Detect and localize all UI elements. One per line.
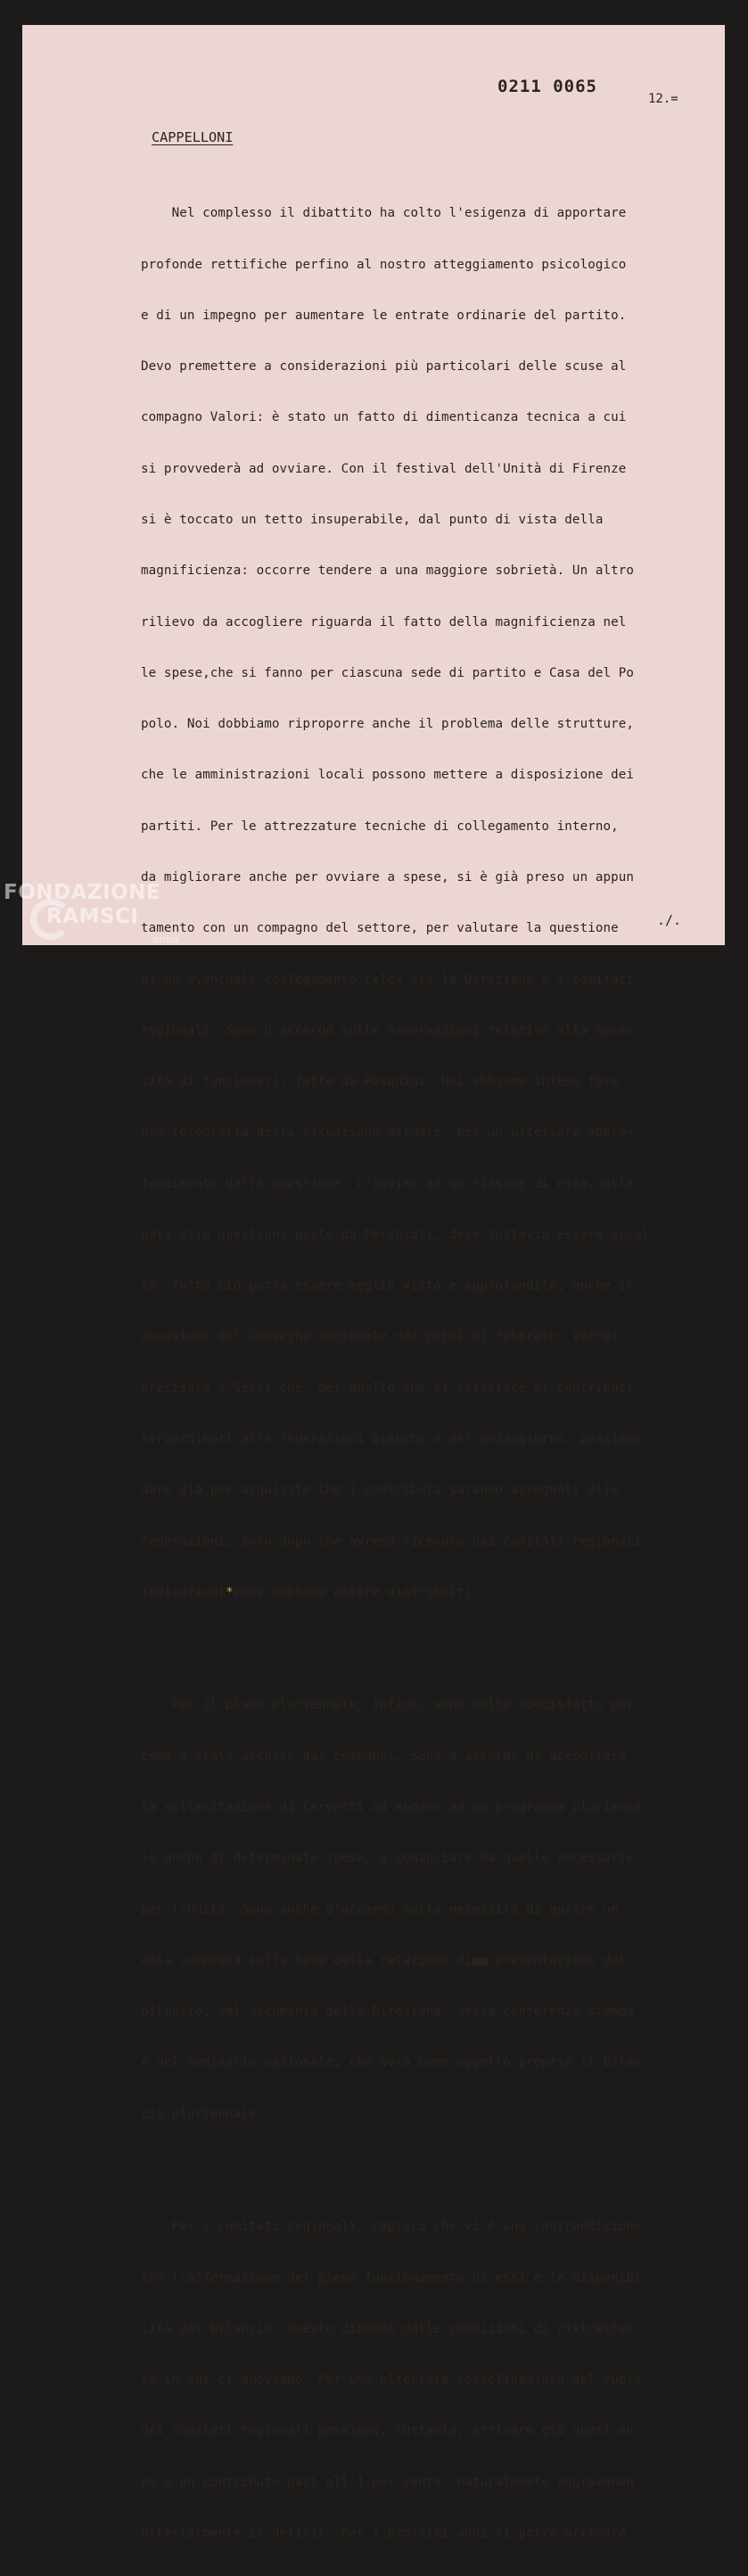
text-fragment: presentazione del [487,1953,627,1968]
text-line: magnificienza: occorre tendere a una maggiore sobrietà. Un altro [141,564,635,579]
text-line: dare già per acquisito che i contributi saranno assegnati alle [141,1483,619,1498]
fondazione-gramsci-watermark [4,881,200,952]
text-line: straordinari alle federazioni bianche e del mezzogiorno, possiamo [141,1432,642,1447]
text-line: una fotografia della situazione attuale, per un ulteriore appro- [141,1125,635,1140]
text-fragment: come debbono essere distribuiti. [233,1584,481,1600]
speaker-heading: CAPPELLONI [152,129,234,145]
text-line: gata alle questioni poste da Pecchioli, deve tuttavia essere accol [141,1227,650,1242]
text-line: Devo premettere a considerazioni più particolari delle scuse al [141,359,627,374]
text-line: bilancio, del documento della Direzione, della conferenza stampa [141,2004,635,2020]
redaction-mark: ■■ [472,1953,488,1968]
text-line: rilievo da accogliere riguarda il fatto della magnificienza nel [141,614,627,630]
text-line: le spese,che si fanno per ciascuna sede di partito e Casa del Po [141,665,635,680]
text-line: la sollecitazione di Cervetti ad andare ad un programma plurienna [141,1800,642,1815]
text-line: partiti. Per le attrezzature tecniche di collegamento interno, [141,819,619,834]
text-line [141,1584,720,1601]
text-line: tra l'affermazione del pieno funzionamento di essi e le disponibi [141,2270,642,2285]
handwritten-mark: * [226,1584,234,1600]
text-line: compagno Valori: è stato un fatto di dimenticanza tecnica a cui [141,410,627,425]
text-line: di un eventuale collegamento telex tra la Direzione e i comitati [141,972,635,987]
text-line: cio pluriennale. [141,2106,265,2121]
text-line: ulteriormente il deficit. Per i prossimi anni si potrà arrivare [141,2525,627,2540]
document-page [22,25,725,2540]
text-line: per l'Unità. Sono anche d'accordo sulla necessità di aprire un [141,1902,619,1917]
document-number: 0211 0065 [497,77,597,96]
text-fragment: indicazioni [141,1584,226,1600]
text-line: e del seminario nazionale, che avrà come oggetto proprio il bilan [141,2055,642,2070]
text-line: polo. Noi dobbiamo riproporre anche il problema delle strutture, [141,717,635,732]
text-line: no a un contributo pari all'1 per cento, naturalmente aggravando [141,2474,635,2490]
text-line: da migliorare anche per ovviare a spese, si è già preso un appun [141,869,635,885]
text-line: za in cui ci muoviamo. Per una ulteriore sottolineatura del ruolo [141,2373,642,2388]
text-line: che le amministrazioni locali possono mettere a disposizione dei [141,768,635,783]
body-text [141,154,720,2576]
continuation-mark: ./. [657,912,682,928]
text-line: sità di funzionari, fatte da Pasquini. Noi abbiamo inteso fare [141,1074,619,1090]
watermark-line-1: FONDAZIONE [4,881,161,904]
text-line: to. Tutto ciò potrà essere meglio visto e approfondito, anche in [141,1279,635,1294]
text-line: fondimento della questione. L'invito ad un riesame di essa,colle [141,1176,635,1191]
text-line [141,1953,720,1970]
text-line: regionali. Sono d'accordo sulle osservazioni relative alla neces [141,1023,635,1038]
text-line: Per i comitati regionali, capisco che vi è una contraddizione [141,2219,642,2234]
text-line: Per il piano pluriennale, infine, sono molto soddisfatto per [141,1698,635,1713]
text-line: dei comitati regionali possiamo, tuttavia, arrivare già quest'an [141,2424,635,2439]
text-line: lità del bilancio. Questo dipende dalle condizioni di ristrettez- [141,2321,642,2336]
text-line: precisare a Serri che, per quello che si riferisce ai contributi [141,1380,635,1395]
text-line: le anche di determinate spese, a cominciare da quelle necessarie [141,1851,635,1866]
text-line: federazioni, solo dopo che avremo ricevuto dai comitati regionali [141,1534,642,1549]
text-line: e di un impegno per aumentare le entrate ordinarie del partito. [141,308,627,323]
watermark-line-2: RAMSCI [46,905,139,928]
watermark-small: onlus [153,934,180,945]
text-line: occasione del Convegno nazionale dei primi di febbraio. Vorrei [141,1329,619,1345]
text-line: profonde rettifiche perfino al nostro atteggiamento psicologico [141,257,627,272]
text-line: Nel complesso il dibattito ha colto l'esigenza di apportare [141,206,627,221]
text-line: come è stato accolto dai compagni. Sono d'accordo di accogliere [141,1749,627,1764]
text-line: si provvederà ad ovviare. Con il festival dell'Unità di Firenze [141,461,627,476]
text-line: tamento con un compagno del settore, per valutare la questione [141,921,619,936]
page-number: 12.= [648,92,678,106]
text-line: si è toccato un tetto insuperabile, dal punto di vista della [141,512,604,527]
text-fragment: apia campagna sulla base della relazione di [141,1953,473,1968]
